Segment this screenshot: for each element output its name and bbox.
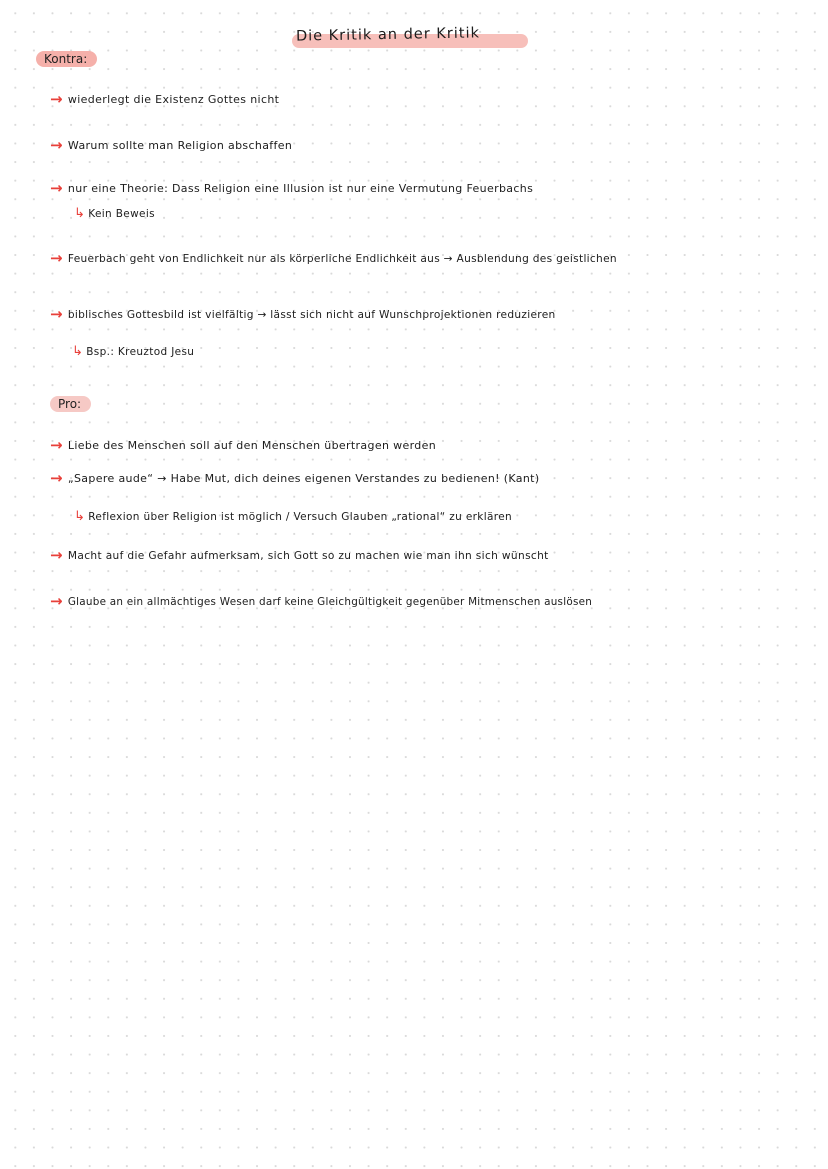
arrow-right-icon: → [50,136,63,154]
kontra-label: Kontra: [36,51,97,67]
pro-label: Pro: [50,396,91,412]
pro-item [50,594,592,609]
arrow-right-icon: → [50,179,63,197]
kontra-sub-item-text: Bsp.: Kreuztod Jesu [86,345,195,358]
pro-item [50,471,539,486]
kontra-item-text: Warum sollte man Religion abschaffen [67,139,293,152]
kontra-item [50,307,556,322]
kontra-item-text: biblisches Gottesbild ist vielfältig → lässt sich nicht auf Wunschprojektionen reduzieren [67,308,556,321]
kontra-item [50,181,533,196]
kontra-item [50,251,617,266]
arrow-right-icon: → [50,90,63,108]
pro-item [50,438,436,453]
arrow-right-icon: → [50,592,63,610]
kontra-item-text: Feuerbach geht von Endlichkeit nur als körperliche Endlichkeit aus → Ausblendung des geistlichen [67,252,617,265]
arrow-right-icon: → [50,469,63,487]
arrow-right-icon: → [50,546,63,564]
kontra-item [50,138,292,153]
arrow-right-icon: → [50,436,63,454]
pro-item-text: Glaube an ein allmächtiges Wesen darf keine Gleichgültigkeit gegenüber Mitmenschen auslösen [67,595,593,608]
return-arrow-icon: ↳ [72,344,84,359]
pro-item-text: „Sapere aude“ → Habe Mut, dich deines eigenen Verstandes zu bedienen! (Kant) [67,472,540,485]
pro-item [50,548,549,563]
page-title-block [296,27,480,43]
kontra-sub-item-text: Kein Beweis [88,207,155,220]
kontra-sub-item [74,207,155,220]
page-title: Die Kritik an der Kritik [295,25,481,45]
return-arrow-icon: ↳ [74,206,86,221]
kontra-sub-item [72,345,194,358]
kontra-item [50,92,279,107]
pro-sub-item-text: Reflexion über Religion ist möglich / Versuch Glauben „rational“ zu erklären [88,510,513,523]
kontra-item-text: wiederlegt die Existenz Gottes nicht [67,93,280,106]
pro-item-text: Liebe des Menschen soll auf den Menschen übertragen werden [67,439,437,452]
arrow-right-icon: → [50,249,63,267]
return-arrow-icon: ↳ [74,509,86,524]
pro-sub-item [74,510,512,523]
arrow-right-icon: → [50,305,63,323]
kontra-item-text: nur eine Theorie: Dass Religion eine Illusion ist nur eine Vermutung Feuerbachs [67,182,534,195]
pro-item-text: Macht auf die Gefahr aufmerksam, sich Gott so zu machen wie man ihn sich wünscht [67,549,549,562]
